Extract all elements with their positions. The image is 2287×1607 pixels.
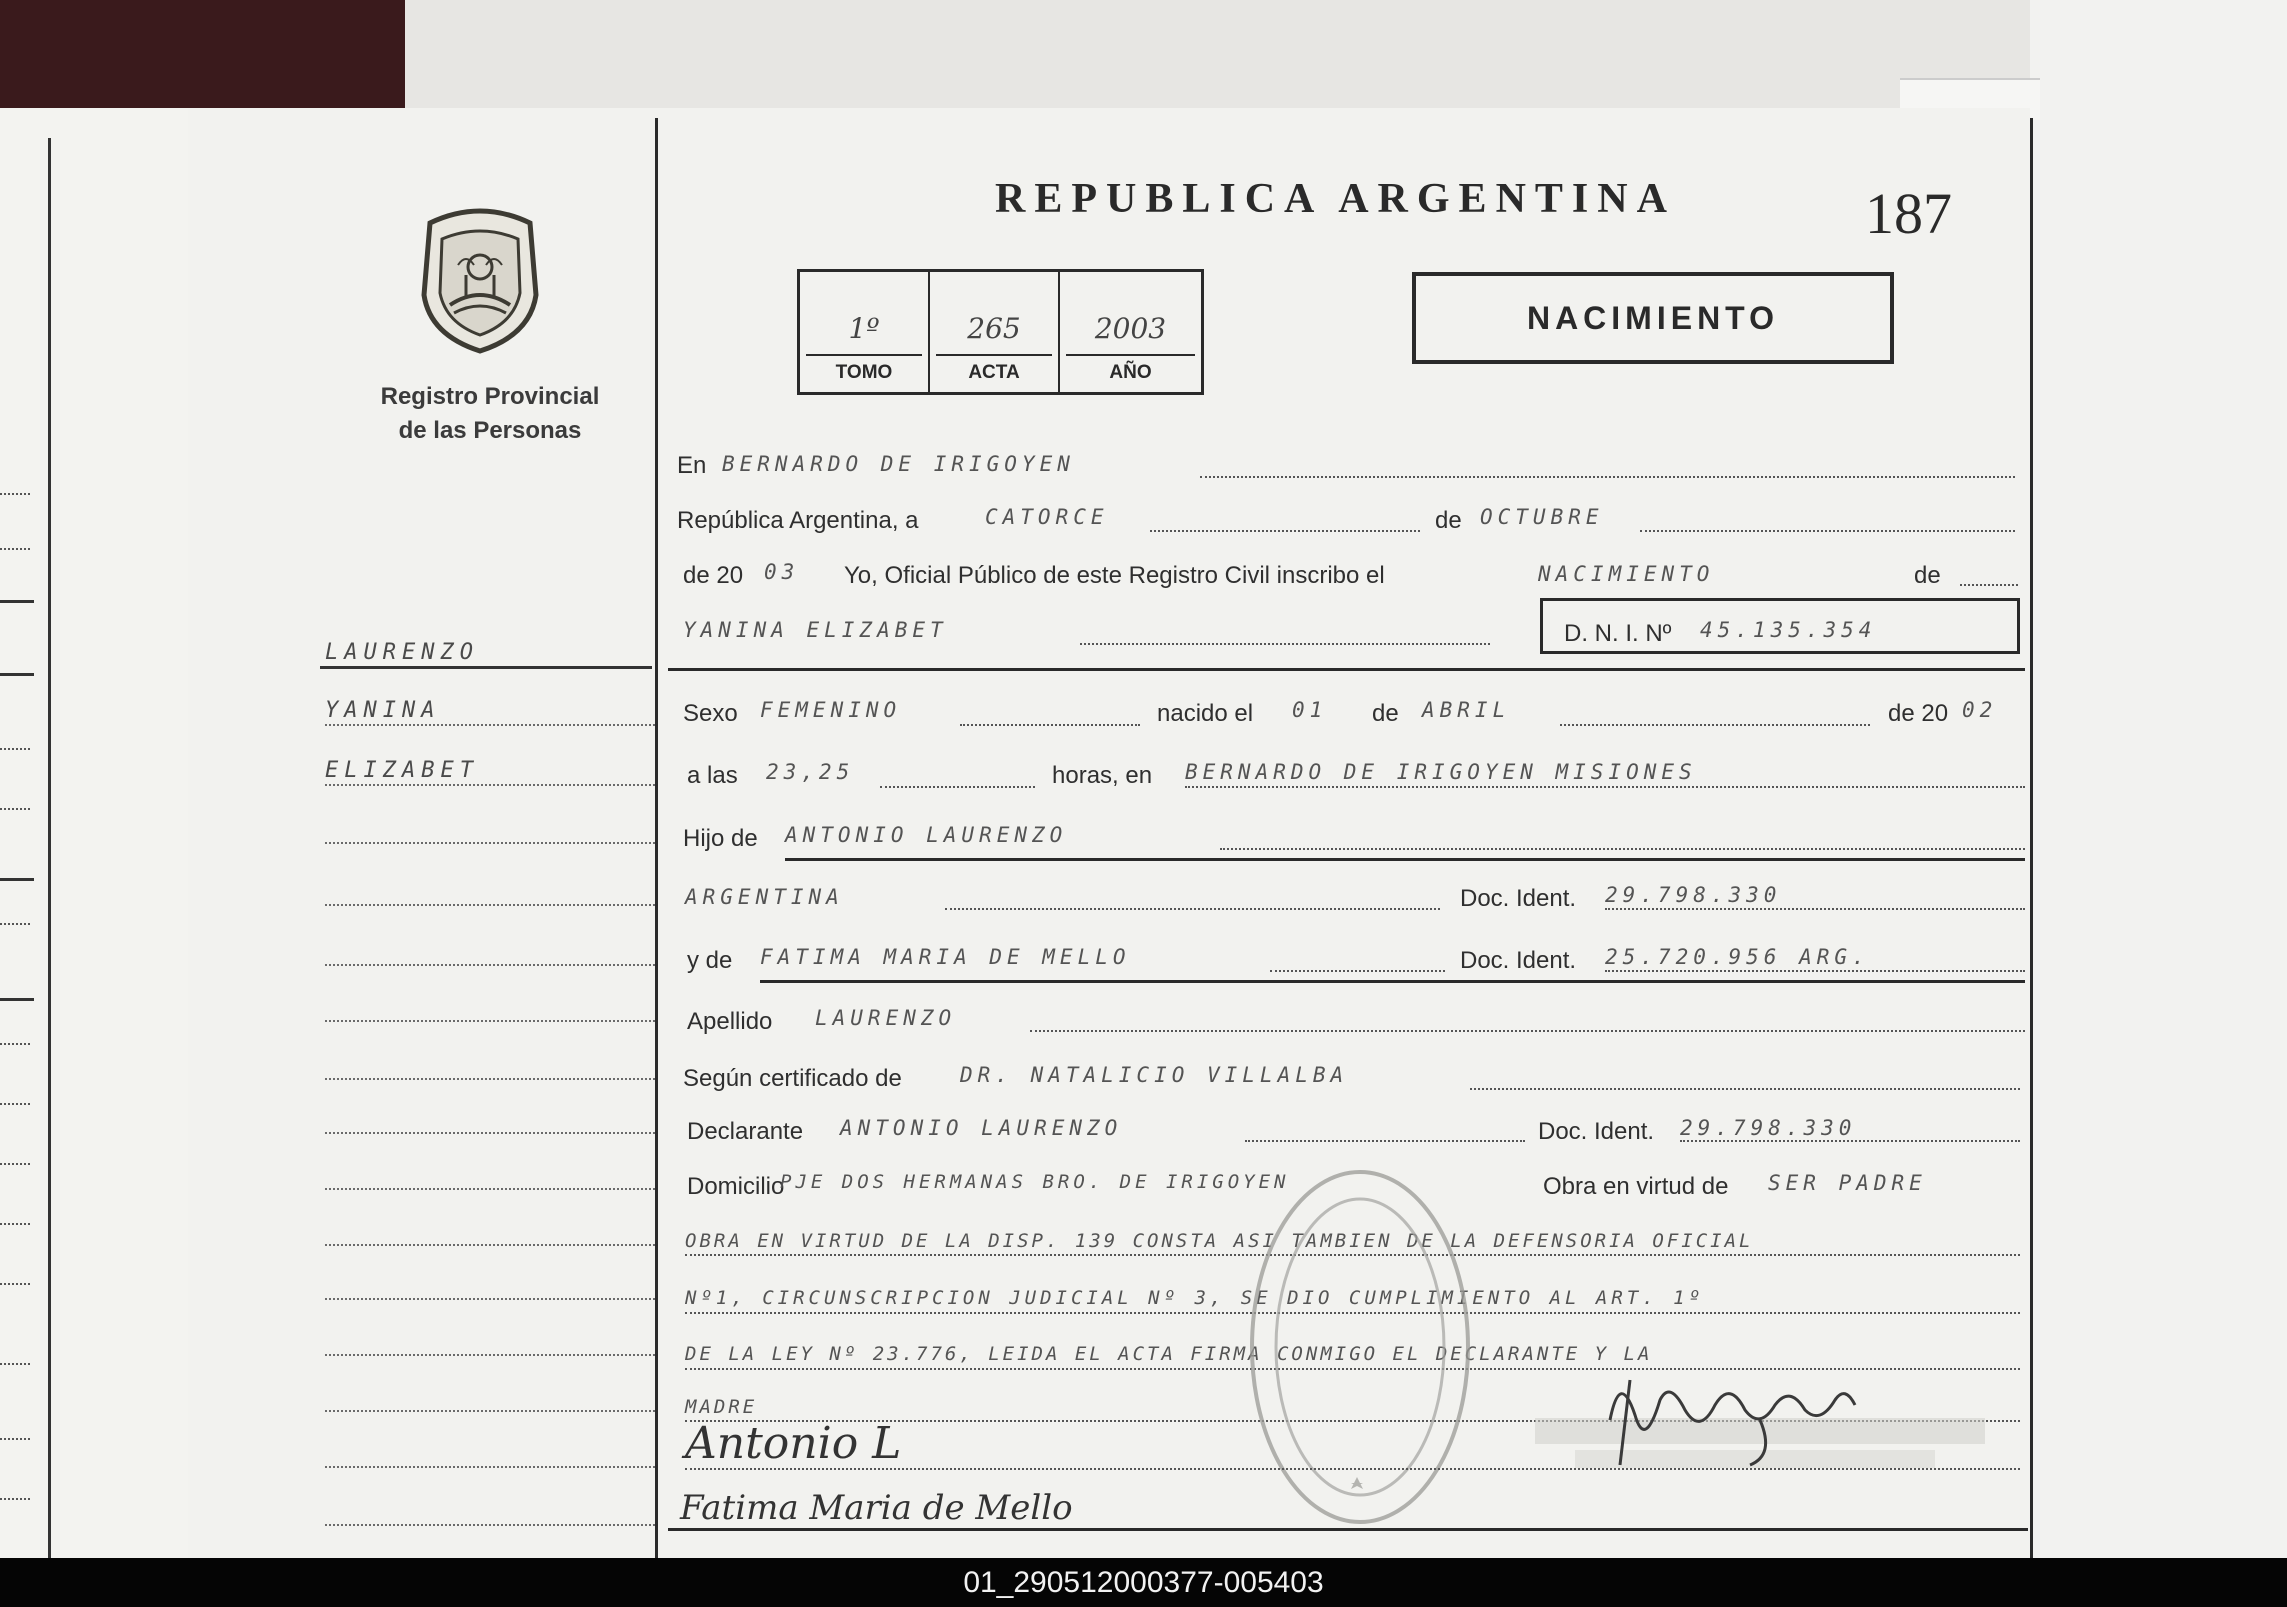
margin-dotted-line: [325, 724, 655, 726]
dotted-line: [1605, 908, 2025, 910]
margin-dotted-line: [325, 1244, 655, 1246]
previous-page-dotted-line: [0, 1498, 30, 1500]
acta-label: ACTA: [968, 362, 1020, 383]
note-line-4: MADRE: [685, 1396, 758, 1418]
year-prefix-label: de 20: [683, 562, 744, 589]
y-de-label: y de: [687, 947, 733, 974]
margin-dotted-line: [325, 1078, 655, 1080]
previous-page-rule: [0, 600, 34, 603]
doc-ident-label-2: Doc. Ident.: [1460, 947, 1577, 974]
tomo-value: 1º: [848, 312, 880, 345]
de2-label: de: [1914, 562, 1941, 589]
previous-page-dotted-line: [0, 1283, 30, 1285]
margin-dotted-line: [325, 1020, 655, 1022]
dotted-line: [1030, 1030, 2025, 1032]
act-type-box: NACIMIENTO: [1412, 272, 1894, 364]
declarante-doc-value: 29.798.330: [1680, 1116, 1857, 1140]
sexo-label: Sexo: [683, 700, 738, 727]
dotted-line: [1960, 584, 2018, 586]
dni-value: 45.135.354: [1700, 618, 1877, 642]
cell-divider: [936, 354, 1052, 356]
registry-name: [330, 380, 650, 448]
tomo-label: TOMO: [835, 362, 893, 383]
dotted-line: [1220, 848, 2025, 850]
doc-ident-label-3: Doc. Ident.: [1538, 1118, 1655, 1145]
year-suffix-value: 03: [764, 560, 800, 584]
margin-dotted-line: [325, 784, 655, 786]
previous-page-dotted-line: [0, 923, 30, 925]
margin-dotted-line: [325, 1354, 655, 1356]
dotted-line: [1640, 530, 2015, 532]
official-stamp-icon: [1245, 1165, 1475, 1530]
section-rule: [760, 980, 2025, 983]
registry-line-2: de las Personas: [398, 417, 582, 444]
section-rule: [785, 858, 2025, 861]
father-name-value: ANTONIO LAURENZO: [785, 823, 1068, 847]
dotted-line: [1605, 970, 2025, 972]
surname-rule: [320, 666, 652, 669]
dotted-line: [1080, 643, 1490, 645]
section-rule: [668, 668, 2025, 671]
mother-name-value: FATIMA MARIA DE MELLO: [760, 945, 1131, 969]
dotted-line: [1245, 1140, 1525, 1142]
child-name-value: YANINA ELIZABET: [683, 618, 948, 642]
a-las-label: a las: [687, 762, 738, 789]
image-id-bar: 01_290512000377-005403: [0, 1558, 2287, 1607]
previous-page-dotted-line: [0, 1163, 30, 1165]
previous-page-dotted-line: [0, 548, 30, 550]
previous-page-rule: [0, 878, 34, 881]
dotted-line: [1270, 970, 1445, 972]
cell-divider: [806, 354, 922, 356]
day-words-value: CATORCE: [985, 505, 1109, 529]
previous-page-dotted-line: [0, 1043, 30, 1045]
margin-first-name: YANINA: [325, 698, 441, 723]
note-line-3: DE LA LEY Nº 23.776, LEIDA EL ACTA FIRMA CONMIGO EL DECLARANTE Y LA: [685, 1343, 1653, 1365]
note-line-2: Nº1, CIRCUNSCRIPCION JUDICIAL Nº 3, SE DIO CUMPLIMIENTO AL ART. 1º: [685, 1287, 1704, 1309]
nacido-label: nacido el: [1157, 700, 1254, 727]
previous-page-rule: [0, 673, 34, 676]
place-value: BERNARDO DE IRIGOYEN: [722, 452, 1075, 476]
birth-year-prefix-label: de 20: [1888, 700, 1949, 727]
domicilio-label: Domicilio: [687, 1173, 785, 1200]
en-label: En: [677, 452, 707, 479]
margin-dotted-line: [325, 1524, 655, 1526]
dotted-line: [945, 908, 1440, 910]
margin-dotted-line: [325, 904, 655, 906]
birth-place-value: BERNARDO DE IRIGOYEN MISIONES: [1185, 760, 1697, 784]
ano-label: AÑO: [1109, 362, 1152, 383]
acta-value: 265: [967, 312, 1021, 345]
background-right: [2030, 0, 2287, 1560]
previous-page-dotted-line: [0, 748, 30, 750]
margin-middle-name: ELIZABET: [325, 758, 479, 783]
dotted-line: [880, 786, 1035, 788]
margin-dotted-line: [325, 842, 655, 844]
apellido-label: Apellido: [687, 1008, 773, 1035]
previous-page-rule: [0, 998, 34, 1001]
father-doc-value: 29.798.330: [1605, 883, 1782, 907]
father-nationality-value: ARGENTINA: [685, 885, 844, 909]
segun-label: Según certificado de: [683, 1065, 902, 1092]
previous-page-dotted-line: [0, 493, 30, 495]
hijo-label: Hijo de: [683, 825, 758, 852]
ano-cell: [1060, 272, 1201, 392]
page-right-border: [2030, 118, 2033, 1560]
dotted-line: [1560, 724, 1870, 726]
previous-page-dotted-line: [0, 808, 30, 810]
dni-label: D. N. I. Nº: [1564, 620, 1672, 647]
margin-surname: LAURENZO: [325, 640, 479, 665]
horas-label: horas, en: [1052, 762, 1153, 789]
margin-dotted-line: [325, 1410, 655, 1412]
birth-time-value: 23,25: [766, 760, 855, 784]
event-value: NACIMIENTO: [1538, 562, 1715, 586]
acta-cell: [930, 272, 1060, 392]
margin-dotted-line: [325, 964, 655, 966]
previous-page-edge: [0, 108, 192, 1558]
previous-page-dotted-line: [0, 1223, 30, 1225]
certifier-value: DR. NATALICIO VILLALBA: [960, 1063, 1349, 1087]
birth-day-value: 01: [1292, 698, 1328, 722]
dotted-line: [1680, 1140, 2020, 1142]
officer-signature-icon: [1590, 1360, 1880, 1470]
birth-month-value: ABRIL: [1422, 698, 1511, 722]
margin-dotted-line: [325, 1132, 655, 1134]
margin-dotted-line: [325, 1466, 655, 1468]
dotted-line: [1150, 530, 1420, 532]
birth-year-suffix-value: 02: [1962, 698, 1998, 722]
registration-box: [797, 269, 1204, 395]
doc-ident-label: Doc. Ident.: [1460, 885, 1577, 912]
margin-dotted-line: [325, 1188, 655, 1190]
mother-doc-value: 25.720.956 ARG.: [1605, 945, 1870, 969]
declarante-label: Declarante: [687, 1118, 804, 1145]
dotted-line: [1185, 786, 2025, 788]
ano-value: 2003: [1094, 312, 1167, 345]
dotted-line: [1470, 1088, 2020, 1090]
country-title: REPUBLICA ARGENTINA: [995, 176, 1676, 222]
dotted-line: [960, 724, 1140, 726]
registry-line-1: Registro Provincial: [380, 383, 600, 410]
previous-page-dotted-line: [0, 1438, 30, 1440]
declarante-value: ANTONIO LAURENZO: [840, 1116, 1123, 1140]
tomo-cell: [800, 272, 930, 392]
previous-page-dotted-line: [0, 1103, 30, 1105]
previous-page-dotted-line: [0, 1363, 30, 1365]
previous-page-rule: [48, 138, 51, 1558]
sexo-value: FEMENINO: [760, 698, 902, 722]
margin-dotted-line: [325, 1298, 655, 1300]
background-dark-corner: [0, 0, 405, 110]
provincial-seal-icon: [410, 205, 550, 355]
apellido-value: LAURENZO: [815, 1006, 957, 1030]
cell-divider: [1066, 354, 1195, 356]
signature-declarante: Antonio L: [685, 1418, 902, 1469]
folio-number: 187: [1865, 181, 1952, 246]
republica-label: República Argentina, a: [677, 507, 919, 534]
column-divider: [655, 118, 658, 1560]
obra-value: SER PADRE: [1768, 1171, 1927, 1195]
yo-text: Yo, Oficial Público de este Registro Civil inscribo el: [844, 562, 1385, 589]
obra-label: Obra en virtud de: [1543, 1173, 1729, 1200]
de3-label: de: [1372, 700, 1399, 727]
de-label: de: [1435, 507, 1462, 534]
month-value: OCTUBRE: [1480, 505, 1604, 529]
domicilio-value: PJE DOS HERMANAS BRO. DE IRIGOYEN: [780, 1171, 1290, 1193]
dotted-line: [1200, 476, 2015, 478]
bottom-rule: [668, 1528, 2028, 1531]
note-line-1: OBRA EN VIRTUD DE LA DISP. 139 CONSTA ASI TAMBIEN DE LA DEFENSORIA OFICIAL: [685, 1230, 1754, 1252]
signature-mother: Fatima Maria de Mello: [680, 1488, 1073, 1528]
